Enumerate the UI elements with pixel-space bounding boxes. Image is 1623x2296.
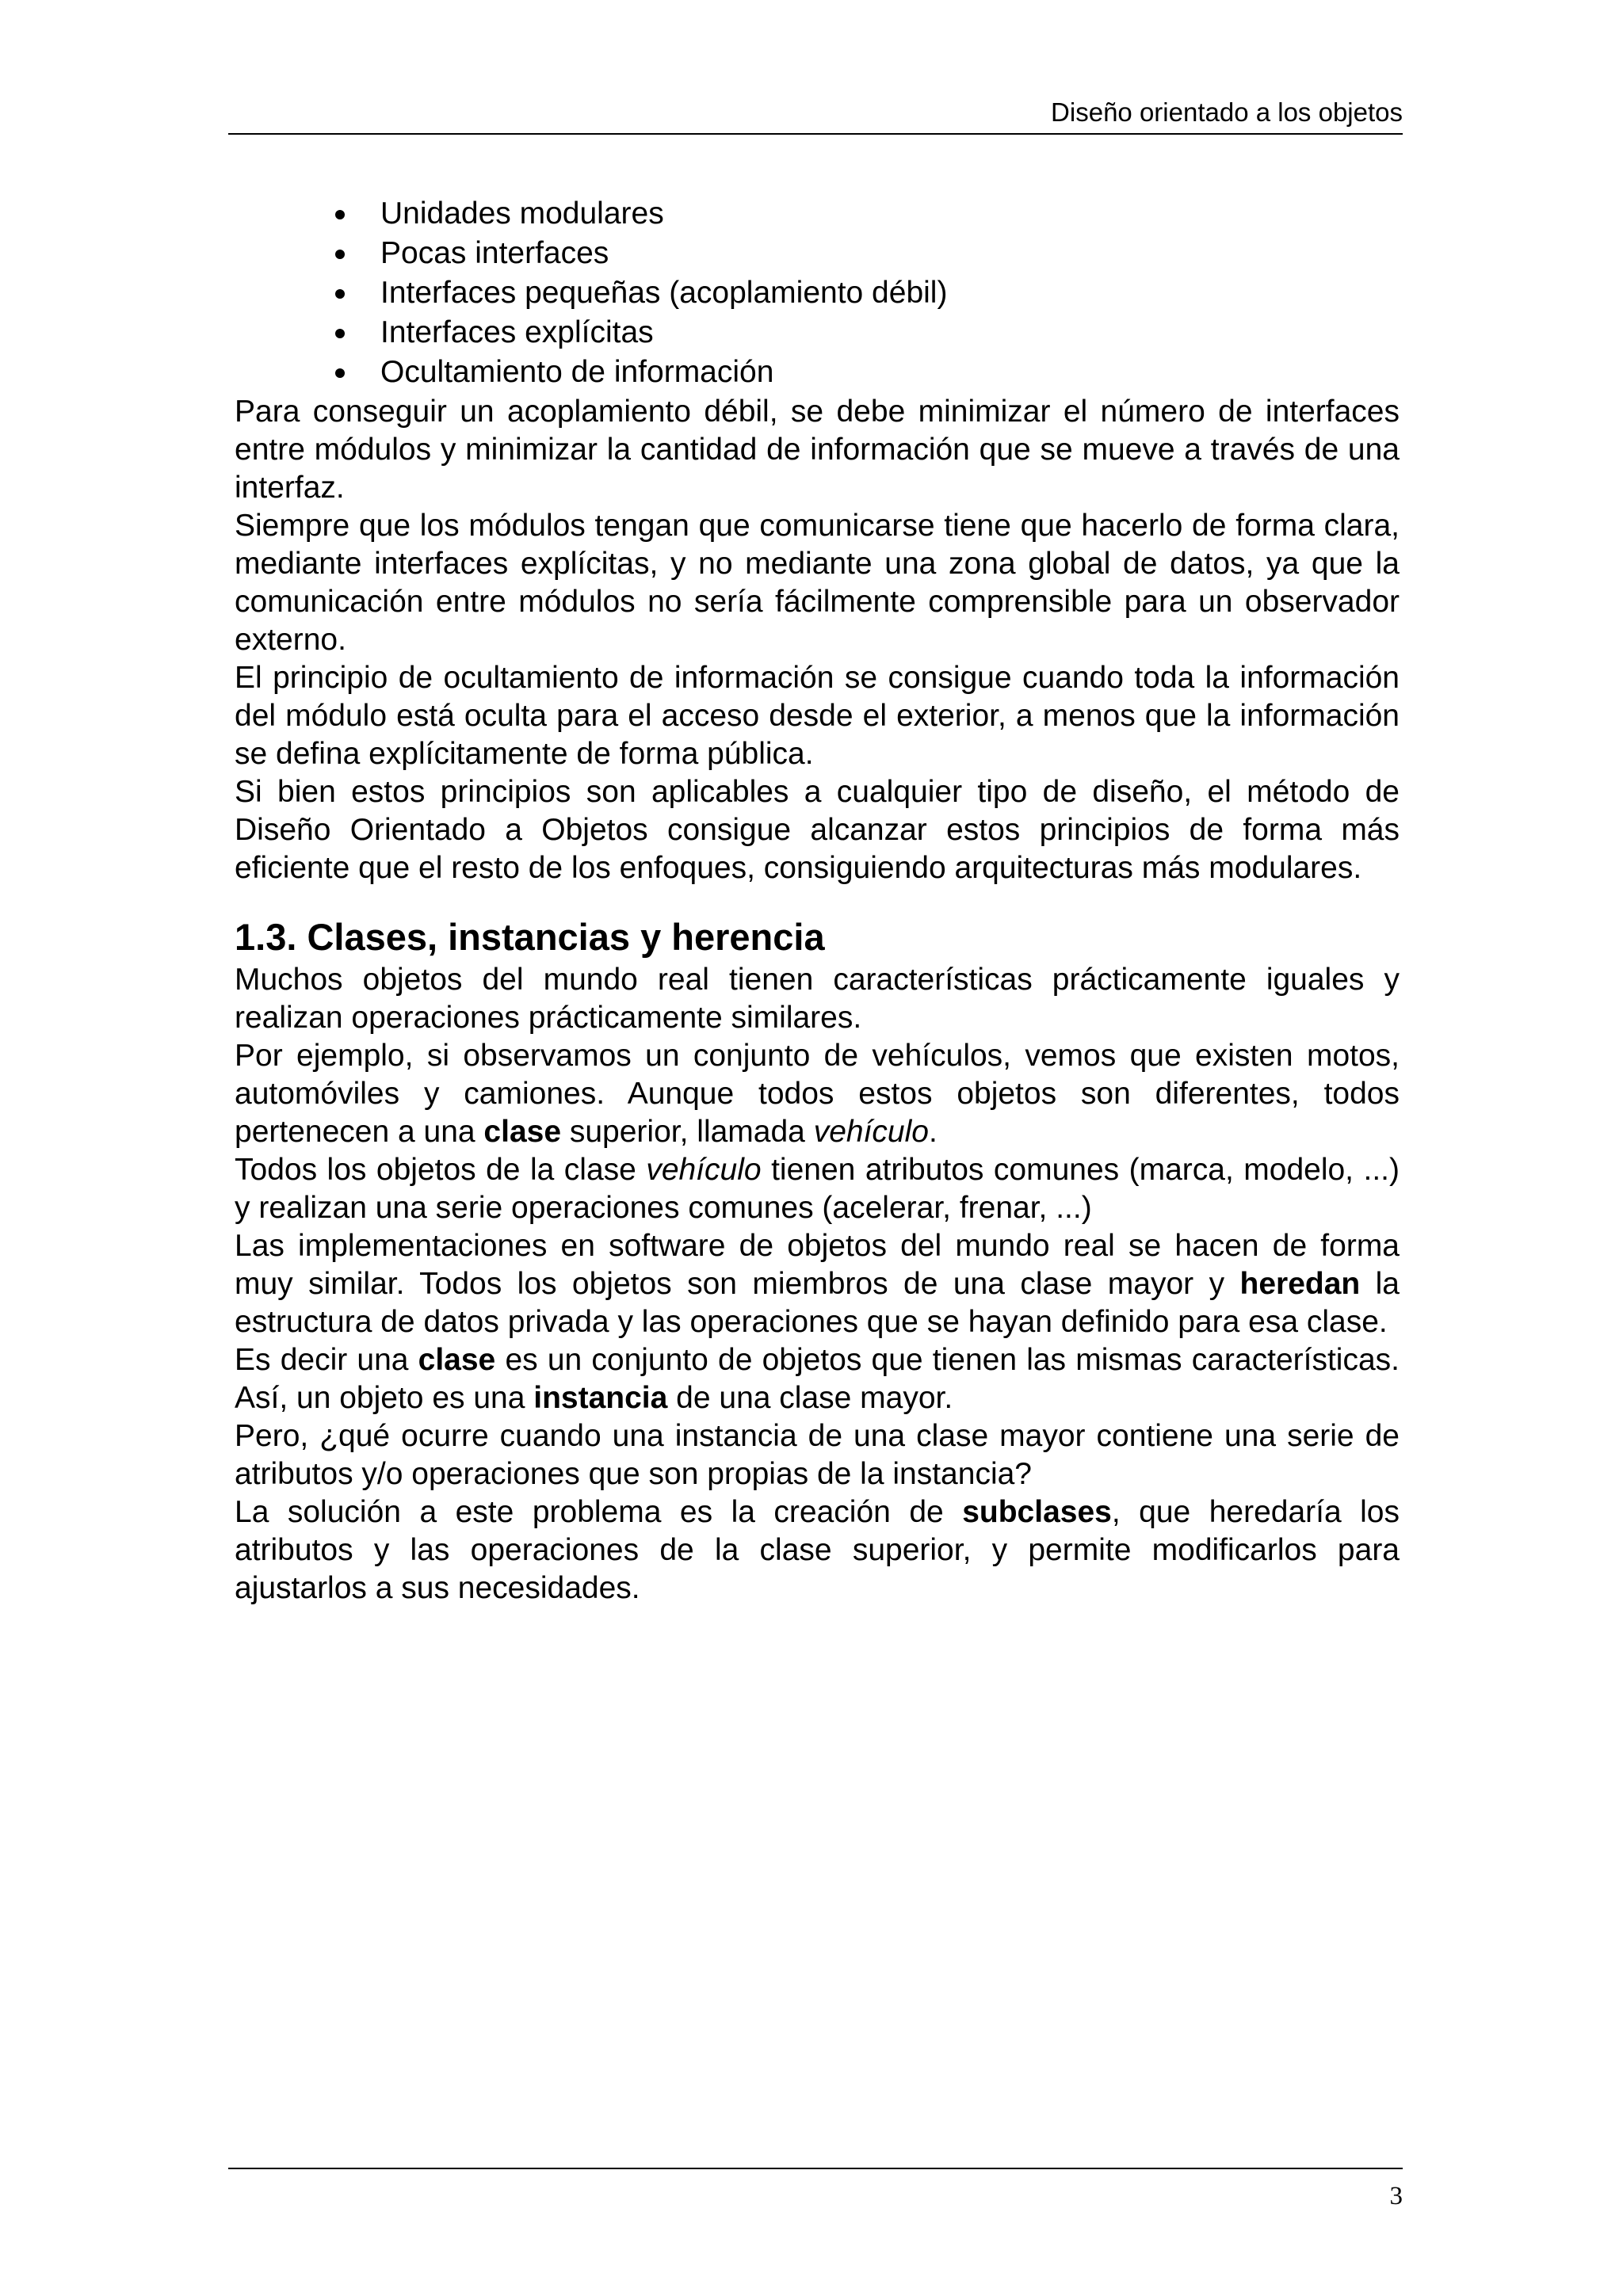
page-number: 3: [1389, 2182, 1403, 2210]
list-item: [235, 353, 1400, 393]
italic-term-vehiculo: vehículo: [813, 1115, 929, 1149]
paragraph-vehicle-attributes: [235, 1151, 1400, 1227]
italic-term-vehiculo: vehículo: [646, 1153, 762, 1187]
list-item-text: Ocultamiento de información: [380, 355, 774, 389]
list-item: [235, 274, 1400, 314]
text-run: superior, llamada: [561, 1115, 814, 1149]
list-item-text: Unidades modulares: [380, 196, 664, 231]
paragraph-subclasses: [235, 1493, 1400, 1608]
list-item: [235, 235, 1400, 274]
text-run: la estructura de datos privada y las operaciones que se hayan definido para esa clase.: [235, 1267, 1400, 1339]
page-content: [235, 195, 1400, 1608]
bold-term-subclases: subclases: [962, 1495, 1112, 1529]
list-item-text: Interfaces explícitas: [380, 315, 654, 349]
text-run: de una clase mayor.: [667, 1381, 953, 1415]
text-run: es un conjunto de objetos que tienen las mismas características. Así, un objeto es una: [235, 1343, 1400, 1415]
text-run: Por ejemplo, si observamos un conjunto de vehículos, vemos que existen motos, automóviles y camiones. Aunque todos estos objetos son diferentes, todos pertenecen a una: [235, 1039, 1400, 1149]
text-run: .: [928, 1115, 938, 1149]
text-run: Es decir una: [235, 1343, 418, 1377]
paragraph-weak-coupling: Para conseguir un acoplamiento débil, se debe minimizar el número de interfaces entre módulos y minimizar la cantidad de información que se mueve a través de una interfaz.: [235, 395, 1400, 505]
bullet-icon: [335, 329, 345, 338]
text-run: , que heredaría los atributos y las operaciones de la clase superior, y permite modificarlos para ajustarlos a sus necesidades.: [235, 1495, 1400, 1605]
bold-term-heredan: heredan: [1239, 1267, 1361, 1301]
paragraph-ood-efficiency: Si bien estos principios son aplicables a cualquier tipo de diseño, el método de Diseño Orientado a Objetos consigue alcanzar estos principios de forma más eficiente que el resto de los enfoques, consiguiendo arquitecturas más modulares.: [235, 775, 1400, 885]
paragraph-vehicle-example: [235, 1037, 1400, 1151]
paragraph-real-world-objects: Muchos objetos del mundo real tienen características prácticamente iguales y realizan operaciones prácticamente similares.: [235, 963, 1400, 1035]
section-heading: 1.3. Clases, instancias y herencia: [235, 916, 825, 958]
footer-rule: [228, 2168, 1403, 2169]
bold-term-clase: clase: [483, 1115, 562, 1149]
paragraph-question: Pero, ¿qué ocurre cuando una instancia de una clase mayor contiene una serie de atributos y/o operaciones que son propias de la instancia?: [235, 1419, 1400, 1491]
paragraph-information-hiding: El principio de ocultamiento de información se consigue cuando toda la información del módulo está oculta para el acceso desde el exterior, a menos que la información se defina explícitamente de forma pública.: [235, 661, 1400, 771]
paragraph-software-implementation: [235, 1227, 1400, 1341]
bullet-icon: [335, 210, 345, 219]
bold-term-clase: clase: [418, 1343, 496, 1377]
bullet-icon: [335, 368, 345, 378]
paragraph-class-definition: [235, 1341, 1400, 1417]
bullet-icon: [335, 289, 345, 299]
bold-term-instancia: instancia: [533, 1381, 668, 1415]
running-header: Diseño orientado a los objetos: [1051, 97, 1403, 127]
list-item: [235, 314, 1400, 353]
principles-list: [235, 195, 1400, 393]
header-rule: [228, 133, 1403, 135]
list-item-text: Interfaces pequeñas (acoplamiento débil): [380, 276, 948, 310]
text-run: Todos los objetos de la clase: [235, 1153, 647, 1187]
text-run: tienen atributos comunes (marca, modelo, ...) y realizan una serie operaciones comunes (acelerar, frenar, ...): [235, 1153, 1400, 1225]
list-item: [235, 195, 1400, 235]
paragraph-explicit-interfaces: Siempre que los módulos tengan que comunicarse tiene que hacerlo de forma clara, mediante interfaces explícitas, y no mediante una zona global de datos, ya que la comunicación entre módulos no sería fácilmente comprensible para un observador externo.: [235, 509, 1400, 657]
bullet-icon: [335, 250, 345, 259]
text-run: Las implementaciones en software de objetos del mundo real se hacen de forma muy similar. Todos los objetos son miembros de una clase mayor y: [235, 1229, 1400, 1301]
text-run: La solución a este problema es la creación de: [235, 1495, 963, 1529]
list-item-text: Pocas interfaces: [380, 236, 609, 270]
